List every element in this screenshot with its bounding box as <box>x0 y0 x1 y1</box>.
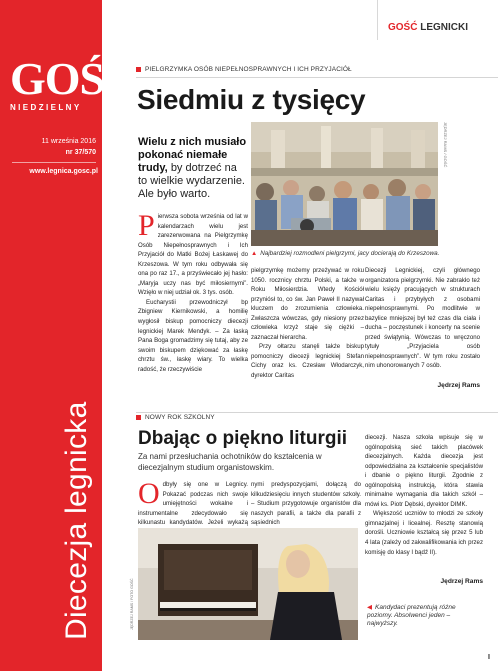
organist-photo <box>138 528 358 640</box>
photo-caption <box>251 250 491 258</box>
article-column-2 <box>251 480 361 528</box>
website-link[interactable]: www.legnica.gosc.pl <box>29 168 98 175</box>
article-paragraph <box>138 209 248 298</box>
article-lead <box>138 136 248 201</box>
brand-header <box>377 0 504 40</box>
lead-bold: Wielu z nich musiało pokonać niemałe trudy, <box>138 136 247 174</box>
caption-text: Najbardziej rozmodleni pielgrzymi, jacy docierają do Krzeszowa. <box>260 250 440 257</box>
caption-text: Kandydaci prezentują różne poziomy. Absolwenci jeden – najwyższy. <box>367 604 456 627</box>
paragraph-text: dbyły się one w Legnicy. Pokazać podczas nich swoje umiejętności wokalne i instrumentalne zdecydowało się kilkunastu kandydatów. Jeżeli wykażą <box>138 481 248 527</box>
article-paragraph: Eucharystii przewodniczył bp Zbigniew Kiernikowski, a homilię wygłosił biskup pomocniczy diecezji legnickiej Marek Mendyk. – Za łaską Pana Boga gromadzimy się tutaj, aby ze swoim biskupem dziękować za łaskę chrztu św., łaskę wiary. To wielka radość, że rzeczywiście <box>138 298 248 373</box>
caption-arrow-icon: ◀ <box>367 604 372 611</box>
article-paragraph: pielgrzymkę możemy przeżywać w roku 1050. rocznicy chrztu Polski, a także w Roku Miłosierdzia. Wtedy Kościół przyniósł to, co św. Jan Paweł II nazywał kluczem do zrozumienia człowieka. Zwłaszcza wówczas, gdy niesiony przez człowieka krzyż staje się ciężki – zaznaczał hierarcha. <box>251 267 364 341</box>
article-column-1 <box>138 209 248 374</box>
paragraph-text: ierwsza sobota września od lat w kalendarzach wielu jest zarezerwowana na Pielgrzymkę Osób Niepełnosprawnych i Ich Przyjaciół do Matki Bożej Łaskawej do Krzeszowa. W tym roku odbywała się ona po raz 17., a przyświecało jej hasło: „Maryja uczy nas być miłosiernymi”. Wzięło w niej udział ok. 3 tys. osób. <box>138 213 248 297</box>
lead-rest: by dotrzeć na to wielkie wydarzenie. Ale było warto. <box>138 162 245 200</box>
section-tag-text: NOWY ROK SZKOLNY <box>145 414 215 421</box>
photo-caption <box>367 604 467 628</box>
photo-credit: JĘDRZEJ RAMS / FOTO GOŚĆ <box>130 578 134 630</box>
article-signature: Jędrzej Rams <box>437 382 480 389</box>
pilgrims-photo-image <box>251 122 438 246</box>
edition-name: Diecezja legnicka <box>60 401 93 640</box>
article-lead: Za nami przesłuchania ochotników do kształcenia w diecezjalnym studium organistowskim. <box>138 452 322 472</box>
article-title: Dbając o piękno liturgii <box>138 428 348 449</box>
photo-credit: JĘDRZEJ RAMS / GOŚĆ <box>443 122 448 168</box>
organist-photo-image <box>138 528 358 640</box>
page-number: I <box>488 654 490 661</box>
article-paragraph: Przy ołtarzu stanęli także biskup pomocniczy diecezji legnickiej Stefan Cichy oraz ks. Czesław Włodarczyk, dyrektor Caritas <box>251 343 364 380</box>
pilgrims-photo <box>251 122 438 246</box>
article-paragraph: Większość uczniów to młodzi ze szkoły gimnazjalnej i licealnej. Resztę stanowią dorośli. Uczniowie kształcą się przez 5 lub 4 lata (zależy od zakwalifikowania ich przez komisję do klasy I bądź II). <box>365 510 483 556</box>
caption-arrow-icon: ▲ <box>251 250 258 257</box>
article-signature: Jędrzej Rams <box>440 578 483 585</box>
section-divider <box>136 77 498 78</box>
gosc-logo: GOŚĆ <box>10 53 137 104</box>
drop-cap: P <box>138 209 155 242</box>
issue-date: 11 września 2016 <box>41 138 96 145</box>
section-divider <box>136 412 498 413</box>
article-column-3 <box>365 266 480 371</box>
tag-marker-icon <box>136 67 141 72</box>
brand-prefix: GOŚĆ <box>388 22 418 33</box>
article-column-3 <box>365 433 483 557</box>
tag-marker-icon <box>136 415 141 420</box>
article-paragraph: nymi predyspozycjami, dołączą do kilkudziesięciu innych studentów szkoły. – Studium przygotowuje organistów dla naszych parafii, a także dla parafii z sąsiednich <box>251 481 361 527</box>
section-tag <box>136 414 215 421</box>
logo-subtitle: NIEDZIELNY <box>10 103 82 112</box>
article-paragraph: Diecezji Legnickiej, czyli głównego organizatora pielgrzymki. Nie zabrakło też wielu księży pracujących w strukturach Caritas i przybyłych z osobami niepełnosprawnymi. Po modlitwie w bazylice mniejszej był też czas dla ciała i ducha – poczęstunek i koncerty na scenie przed świątynią. Wówczas to wręczono tytuły „Przyjaciela osób niepełnosprawnych”. W tym roku zostało nim uhonorowanych 7 osób. <box>365 267 480 370</box>
brand-label <box>388 22 468 33</box>
article-title: Siedmiu z tysięcy <box>137 84 366 115</box>
article-paragraph: diecezji. Nasza szkoła wpisuje się w ogólnopolską sieć takich placówek diecezjalnych. Każda diecezja jest odpowiedzialna za kształcenie specjalistów i dbanie o piękno liturgii. Zgodnie z ogólnopolską instrukcją, która stawia minimalne wymagania dla takich szkół – mówi ks. Piotr Dębski, dyrektor DIMK. <box>365 434 483 508</box>
article-column-2 <box>251 266 364 381</box>
brand-name: LEGNICKI <box>420 22 469 33</box>
drop-cap: O <box>138 477 160 510</box>
sidebar-divider <box>12 162 96 163</box>
issue-number: nr 37/570 <box>65 149 96 156</box>
section-tag <box>136 66 352 73</box>
section-tag-text: PIELGRZYMKA OSÓB NIEPEŁNOSPRAWNYCH I ICH PRZYJACIÓŁ <box>145 66 352 73</box>
